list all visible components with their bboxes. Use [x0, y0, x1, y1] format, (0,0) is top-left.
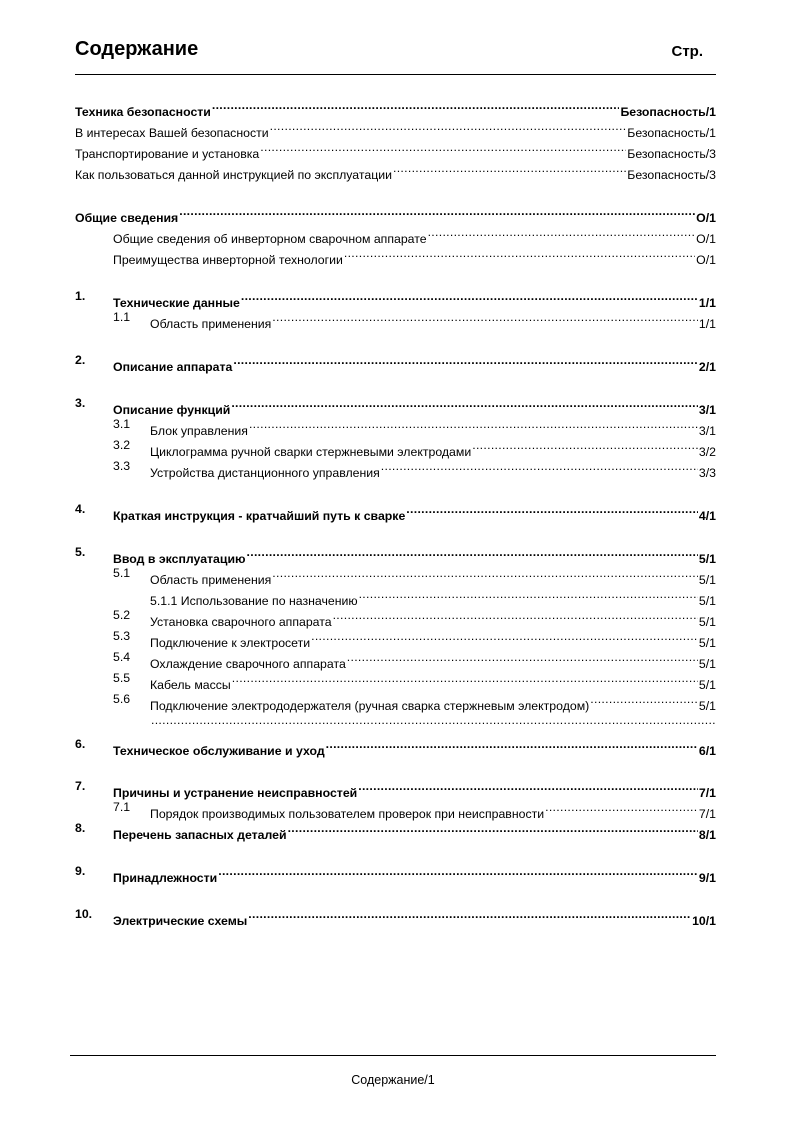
toc-entry-section-4[interactable] [75, 499, 716, 523]
toc-leader [393, 158, 626, 179]
toc-entry-section-7[interactable] [75, 776, 716, 800]
toc-number: 3.3 [113, 459, 131, 473]
toc-page: Безопасность/1 [620, 105, 716, 119]
toc-number: 3. [75, 396, 86, 410]
toc-page: O/1 [696, 253, 716, 267]
toc-label: Принадлежности [113, 871, 218, 885]
toc-leader [212, 95, 620, 116]
toc-page: 1/1 [698, 296, 716, 310]
toc-page: O/1 [696, 211, 716, 225]
toc-leader [272, 563, 698, 584]
toc-page: 3/2 [698, 445, 716, 459]
toc-entry-section-2[interactable] [75, 350, 716, 374]
toc-entry-safety[interactable] [75, 95, 716, 119]
toc-leader [288, 818, 698, 839]
toc-number: 5.1 [113, 566, 131, 580]
toc-entry-section-5[interactable] [75, 542, 716, 566]
toc-number: 3.2 [113, 438, 131, 452]
toc-label: Подключение к электросети [150, 636, 311, 650]
toc-entry[interactable] [75, 710, 716, 731]
toc-leader [311, 626, 698, 647]
toc-entry-general[interactable] [75, 201, 716, 225]
toc-entry-section-1[interactable] [75, 286, 716, 310]
toc-leader [428, 222, 696, 243]
toc-number: 1. [75, 289, 86, 303]
toc-leader [260, 137, 626, 158]
toc-label: Как пользоваться данной инструкцией по эксплуатации [75, 168, 392, 182]
toc-number: 4. [75, 502, 86, 516]
toc-number: 5.4 [113, 650, 131, 664]
toc-label: Описание аппарата [113, 360, 233, 374]
toc-leader [218, 861, 698, 882]
toc-label: 5.1.1 Использование по назначению [150, 594, 358, 608]
toc-page: 6/1 [698, 744, 716, 758]
toc-page: 5/1 [698, 615, 716, 629]
toc-entry[interactable] [75, 689, 716, 713]
toc-label: Установка сварочного аппарата [150, 615, 332, 629]
toc-label: Техника безопасности [75, 105, 211, 119]
toc-page: 5/1 [698, 636, 716, 650]
toc-label: Технические данные [113, 296, 240, 310]
toc-leader [241, 286, 698, 307]
toc-page: 8/1 [698, 828, 716, 842]
toc-label: Блок управления [150, 424, 248, 438]
toc-page: 7/1 [698, 807, 716, 821]
toc-leader [472, 435, 698, 456]
toc-entry[interactable] [75, 797, 716, 821]
toc-leader [359, 584, 698, 605]
toc-label: Краткая инструкция - кратчайший путь к сварке [113, 509, 406, 523]
toc-label: В интересах Вашей безопасности [75, 126, 269, 140]
toc-leader [358, 776, 698, 797]
toc-page: 9/1 [698, 871, 716, 885]
toc-entry-section-9[interactable] [75, 861, 716, 885]
toc-label: Описание функций [113, 403, 231, 417]
toc-page: Безопасность/3 [627, 147, 716, 161]
toc-number: 3.1 [113, 417, 131, 431]
toc-label: Порядок производимых пользователем проверок при неисправности [150, 807, 545, 821]
toc-entry-section-3[interactable] [75, 393, 716, 417]
toc-number: 5. [75, 545, 86, 559]
toc-leader [231, 393, 698, 414]
toc-leader [406, 499, 698, 520]
toc-entry[interactable] [75, 626, 716, 650]
toc-entry-section-8[interactable] [75, 818, 716, 842]
toc-number: 10. [75, 907, 93, 921]
toc-leader [326, 734, 698, 755]
toc-number: 5.6 [113, 692, 131, 706]
toc-page: Безопасность/1 [627, 126, 716, 140]
toc-page: 5/1 [698, 594, 716, 608]
toc-page: 5/1 [698, 678, 716, 692]
toc-leader [232, 668, 698, 689]
toc-page: 3/1 [698, 424, 716, 438]
toc-label: Область применения [150, 317, 272, 331]
toc-entry[interactable] [75, 668, 716, 692]
toc-leader [545, 797, 698, 818]
toc-label: Общие сведения об инверторном сварочном аппарате [113, 232, 427, 246]
toc-label: Подключение электрододержателя (ручная сварка стержневым электродом) [150, 699, 590, 713]
toc-label: Техническое обслуживание и уход [113, 744, 325, 758]
toc-label: Охлаждение сварочного аппарата [150, 657, 346, 671]
toc-leader [247, 542, 698, 563]
page-header [75, 36, 716, 75]
toc-number: 8. [75, 821, 86, 835]
toc-number: 5.5 [113, 671, 131, 685]
toc-page: Безопасность/3 [627, 168, 716, 182]
toc-label: Ввод в эксплуатацию [113, 552, 246, 566]
toc-entry-section-6[interactable] [75, 734, 716, 758]
toc-number: 9. [75, 864, 86, 878]
toc-leader [381, 456, 698, 477]
toc-label: Электрические схемы [113, 914, 248, 928]
toc-label: Циклограмма ручной сварки стержневыми электродами [150, 445, 472, 459]
toc-number: 5.2 [113, 608, 131, 622]
toc-leader [249, 414, 698, 435]
toc-label: Перечень запасных деталей [113, 828, 287, 842]
toc-entry[interactable] [75, 243, 716, 267]
toc-leader [248, 904, 691, 925]
toc-number: 7. [75, 779, 86, 793]
toc-page: 2/1 [698, 360, 716, 374]
toc-entry[interactable] [75, 414, 716, 438]
toc-entry[interactable] [75, 116, 716, 140]
toc-number: 1.1 [113, 310, 131, 324]
toc-page: 5/1 [698, 552, 716, 566]
toc-page: O/1 [696, 232, 716, 246]
page-title: Содержание [75, 38, 199, 60]
toc-page: 3/1 [698, 403, 716, 417]
toc-leader [347, 647, 698, 668]
toc-label: Область применения [150, 573, 272, 587]
toc-number: 7.1 [113, 800, 131, 814]
toc-leader [270, 116, 627, 137]
toc-entry[interactable] [75, 435, 716, 459]
page-footer [70, 1055, 716, 1087]
toc-leader [333, 605, 698, 626]
toc-number: 6. [75, 737, 86, 751]
toc-page: 3/3 [698, 466, 716, 480]
toc-page: 10/1 [692, 914, 716, 928]
toc-leader [151, 710, 715, 731]
toc-leader [344, 243, 695, 264]
toc-page: 1/1 [698, 317, 716, 331]
toc-entry-section-10[interactable] [75, 904, 716, 928]
toc-leader [179, 201, 695, 222]
toc-label: Причины и устранение неисправностей [113, 786, 358, 800]
toc-leader [233, 350, 698, 371]
toc-label: Преимущества инверторной технологии [113, 253, 343, 267]
toc-page: 5/1 [698, 573, 716, 587]
toc-entry[interactable] [75, 222, 716, 246]
toc-label: Устройства дистанционного управления [150, 466, 380, 480]
footer-page-label: Содержание/1 [351, 1073, 435, 1087]
toc-entry[interactable] [75, 584, 716, 608]
toc-number: 2. [75, 353, 86, 367]
toc-page: 5/1 [698, 657, 716, 671]
toc-label: Транспортирование и установка [75, 147, 260, 161]
toc-number: 5.3 [113, 629, 131, 643]
toc-label: Общие сведения [75, 211, 179, 225]
toc-entry[interactable] [75, 137, 716, 161]
toc-page: 4/1 [698, 509, 716, 523]
toc-leader [272, 307, 698, 328]
toc-entry[interactable] [75, 456, 716, 480]
toc-entry[interactable] [75, 563, 716, 587]
toc-leader [590, 689, 698, 710]
toc-page: 5/1 [698, 699, 716, 713]
toc-entry[interactable] [75, 158, 716, 182]
toc-label: Кабель массы [150, 678, 231, 692]
toc-page: 7/1 [698, 786, 716, 800]
toc-entry[interactable] [75, 605, 716, 629]
toc-entry[interactable] [75, 307, 716, 331]
toc-entry[interactable] [75, 647, 716, 671]
page-column-heading: Стр. [671, 43, 703, 60]
